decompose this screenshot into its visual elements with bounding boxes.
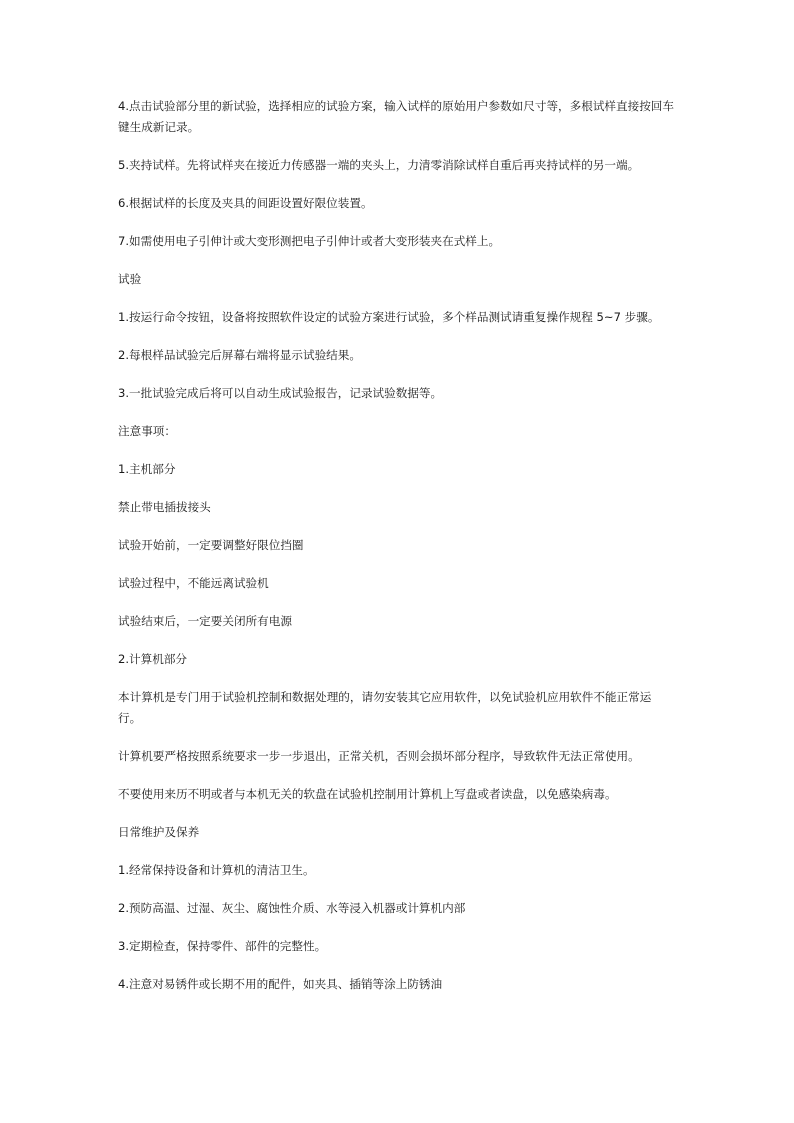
paragraph-test-2: 2.每根样品试验完后屏幕右端将显示试验结果。 <box>118 348 361 362</box>
section-heading-maintenance: 日常维护及保养 <box>118 825 200 839</box>
note-host-2: 试验开始前，一定要调整好限位挡圈 <box>118 538 304 552</box>
paragraph-test-3: 3.一批试验完成后将可以自动生成试验报告，记录试验数据等。 <box>118 386 443 400</box>
maintenance-3: 3.定期检查，保持零件、部件的完整性。 <box>118 939 327 953</box>
paragraph-step-7: 7.如需使用电子引伸计或大变形测把电子引伸计或者大变形装夹在式样上。 <box>118 234 501 248</box>
paragraph-step-6: 6.根据试样的长度及夹具的间距设置好限位装置。 <box>118 196 373 210</box>
paragraph-step-5: 5.夹持试样。先将试样夹在接近力传感器一端的夹头上，力清零消除试样自重后再夹持试样的另一端。 <box>118 158 640 172</box>
maintenance-4: 4.注意对易锈件或长期不用的配件，如夹具、插销等涂上防锈油 <box>118 977 443 991</box>
section-heading-notes: 注意事项： <box>118 424 176 438</box>
paragraph-step-4: 4.点击试验部分里的新试验，选择相应的试验方案，输入试样的原始用户参数如尺寸等，多根试样直接按回车键生成新记录。 <box>118 99 674 134</box>
note-computer-1: 本计算机是专门用于试验机控制和数据处理的，请勿安装其它应用软件，以免试验机应用软件不能正常运行。 <box>118 690 652 725</box>
paragraph-test-1: 1.按运行命令按钮，设备将按照软件设定的试验方案进行试验，多个样品测试请重复操作规程 5~7 步骤。 <box>118 310 660 324</box>
section-heading-test: 试验 <box>118 272 142 286</box>
maintenance-1: 1.经常保持设备和计算机的清洁卫生。 <box>118 863 315 877</box>
document-page <box>118 96 674 1012</box>
note-host-4: 试验结束后，一定要关闭所有电源 <box>118 614 292 628</box>
note-computer-3: 不要使用来历不明或者与本机无关的软盘在试验机控制用计算机上写盘或者读盘，以免感染病毒。 <box>118 787 617 801</box>
note-host-3: 试验过程中，不能远离试验机 <box>118 576 269 590</box>
note-computer-2: 计算机要严格按照系统要求一步一步退出，正常关机，否则会损坏部分程序，导致软件无法正常使用。 <box>118 749 640 763</box>
subheading-computer: 2.计算机部分 <box>118 652 188 666</box>
note-host-1: 禁止带电插拔接头 <box>118 500 211 514</box>
subheading-host: 1.主机部分 <box>118 462 176 476</box>
maintenance-2: 2.预防高温、过湿、灰尘、腐蚀性介质、水等浸入机器或计算机内部 <box>118 901 466 915</box>
